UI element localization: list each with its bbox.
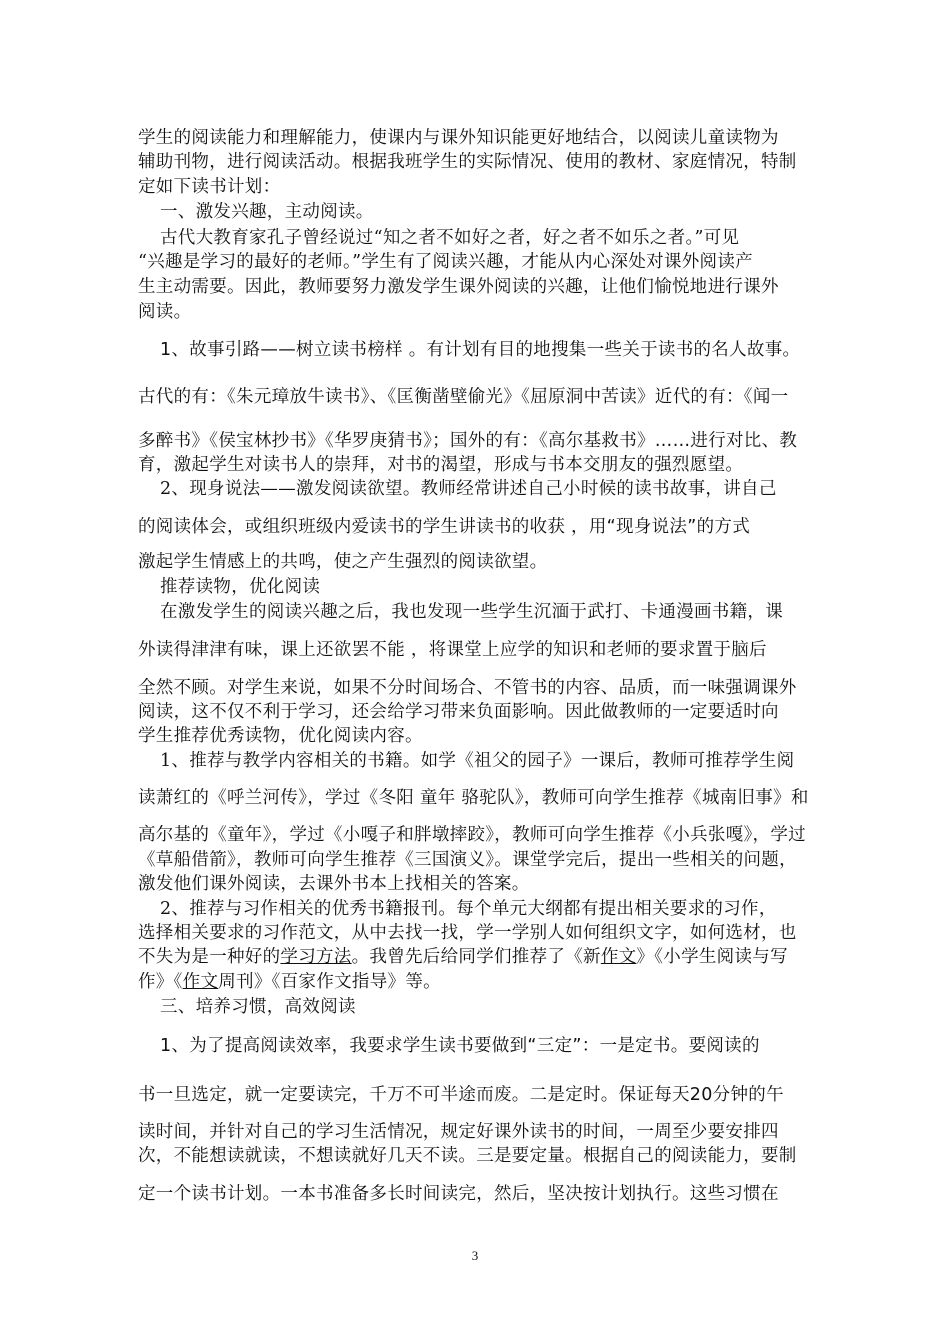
link-composition[interactable]: 作文 <box>182 972 219 992</box>
text-line: 的阅读体会，或组织班级内爱读书的学生讲读书的收获 ，用“现身说法”的方式 <box>138 517 750 537</box>
text-line: 定如下读书计划： <box>138 177 281 197</box>
text-line: 阅读。 <box>138 302 192 322</box>
text-line: 激起学生情感上的共鸣，使之产生强烈的阅读欲望。 <box>138 552 548 572</box>
text-line: 学生推荐优秀读物，优化阅读内容。 <box>138 726 423 746</box>
text-line: 读萧红的《呼兰河传》，学过《冬阳 童年 骆驼队》，教师可向学生推荐《城南旧事》和 <box>138 788 809 808</box>
text-line <box>138 945 818 969</box>
text-line: 2、现身说法——激发阅读欲望。教师经常讲述自己小时候的读书故事，讲自己 <box>160 479 777 499</box>
text-line: 1、为了提高阅读效率，我要求学生读书要做到“三定”：一是定书。要阅读的 <box>160 1036 760 1056</box>
text-run: 作》《 <box>138 972 183 992</box>
text-line: 外读得津津有味，课上还欲罢不能 ，将课堂上应学的知识和老师的要求置于脑后 <box>138 640 767 660</box>
text-line: 在激发学生的阅读兴趣之后，我也发现一些学生沉湎于武打、卡通漫画书籍，课 <box>160 602 783 622</box>
text-run: 如何选材，也 <box>689 923 797 943</box>
text-line: 《草船借箭》，教师可向学生推荐《三国演义》。课堂学完后，提出一些相关的问题， <box>138 850 797 870</box>
text-line: 学生的阅读能力和理解能力，使课内与课外知识能更好地结合，以阅读儿童读物为 <box>138 128 779 148</box>
text-line: 书一旦选定，就一定要读完，千万不可半途而废。二是定时。保证每天20分钟的午 <box>138 1085 784 1105</box>
text-run: 》《小学生阅读与写 <box>636 947 788 967</box>
text-line: 生主动需要。因此，教师要努力激发学生课外阅读的兴趣，让他们愉悦地进行课外 <box>138 277 779 297</box>
text-run: 不失为是一种好的 <box>138 947 281 967</box>
link-study-method[interactable]: 学习方法 <box>280 947 352 967</box>
text-line <box>138 970 818 994</box>
text-run: 选择相关要求的习作范文，从中去找一找，学一学别人如何组织文字， <box>138 923 690 943</box>
text-line: 高尔基的《童年》，学过《小嘎子和胖墩摔跤》，教师可向学生推荐《小兵张嘎》，学过 <box>138 825 806 845</box>
text-line: 1、故事引路——树立读书榜样 。有计划有目的地搜集一些关于读书的名人故事。 <box>160 340 801 360</box>
text-line: 定一个读书计划。一本书准备多长时间读完，然后，坚决按计划执行。这些习惯在 <box>138 1184 779 1204</box>
text-line: 次，不能想读就读，不想读就好几天不读。三是要定量。根据自己的阅读能力，要制 <box>138 1146 797 1166</box>
text-line: 阅读，这不仅不利于学习，还会给学习带来负面影响。因此做教师的一定要适时向 <box>138 702 779 722</box>
section-heading: 三、培养习惯，高效阅读 <box>160 997 356 1017</box>
text-line: 读时间，并针对自己的学习生活情况，规定好课外读书的时间，一周至少要安排四 <box>138 1122 779 1142</box>
section-heading: 推荐读物，优化阅读 <box>160 577 321 597</box>
text-line: 激发他们课外阅读，去课外书本上找相关的答案。 <box>138 874 530 894</box>
text-line: “兴趣是学习的最好的老师。”学生有了阅读兴趣，才能从内心深处对课外阅读产 <box>138 252 753 272</box>
text-line: 古代的有：《朱元璋放牛读书》、《匡衡凿壁偷光》《屈原洞中苦读》近代的有：《闻一 <box>138 387 789 407</box>
text-line: 古代大教育家孔子曾经说过“知之者不如好之者，好之者不如乐之者。”可见 <box>160 228 740 248</box>
text-line: 1、推荐与教学内容相关的书籍。如学《祖父的园子》一课后，教师可推荐学生阅 <box>160 751 795 771</box>
text-line: 育，激起学生对读书人的崇拜，对书的渴望，形成与书本交朋友的强烈愿望。 <box>138 455 744 475</box>
page-number: 3 <box>471 1248 479 1263</box>
text-run: 周刊》《百家作文指导》等。 <box>218 972 441 992</box>
section-heading: 一、激发兴趣，主动阅读。 <box>160 202 374 222</box>
link-composition[interactable]: 作文 <box>600 947 637 967</box>
text-run: 。我曾先后给同学们推荐了《新 <box>351 947 601 967</box>
text-line <box>138 921 818 945</box>
text-line: 多醉书》《侯宝林抄书》《华罗庚猜书》；国外的有：《高尔基救书》……进行对比、教 <box>138 431 798 451</box>
text-line: 全然不顾。对学生来说，如果不分时间场合、不管书的内容、品质，而一味强调课外 <box>138 678 797 698</box>
text-line: 辅助刊物，进行阅读活动。根据我班学生的实际情况、使用的教材、家庭情况，特制 <box>138 152 797 172</box>
text-line: 2、推荐与习作相关的优秀书籍报刊。每个单元大纲都有提出相关要求的习作， <box>160 899 777 919</box>
